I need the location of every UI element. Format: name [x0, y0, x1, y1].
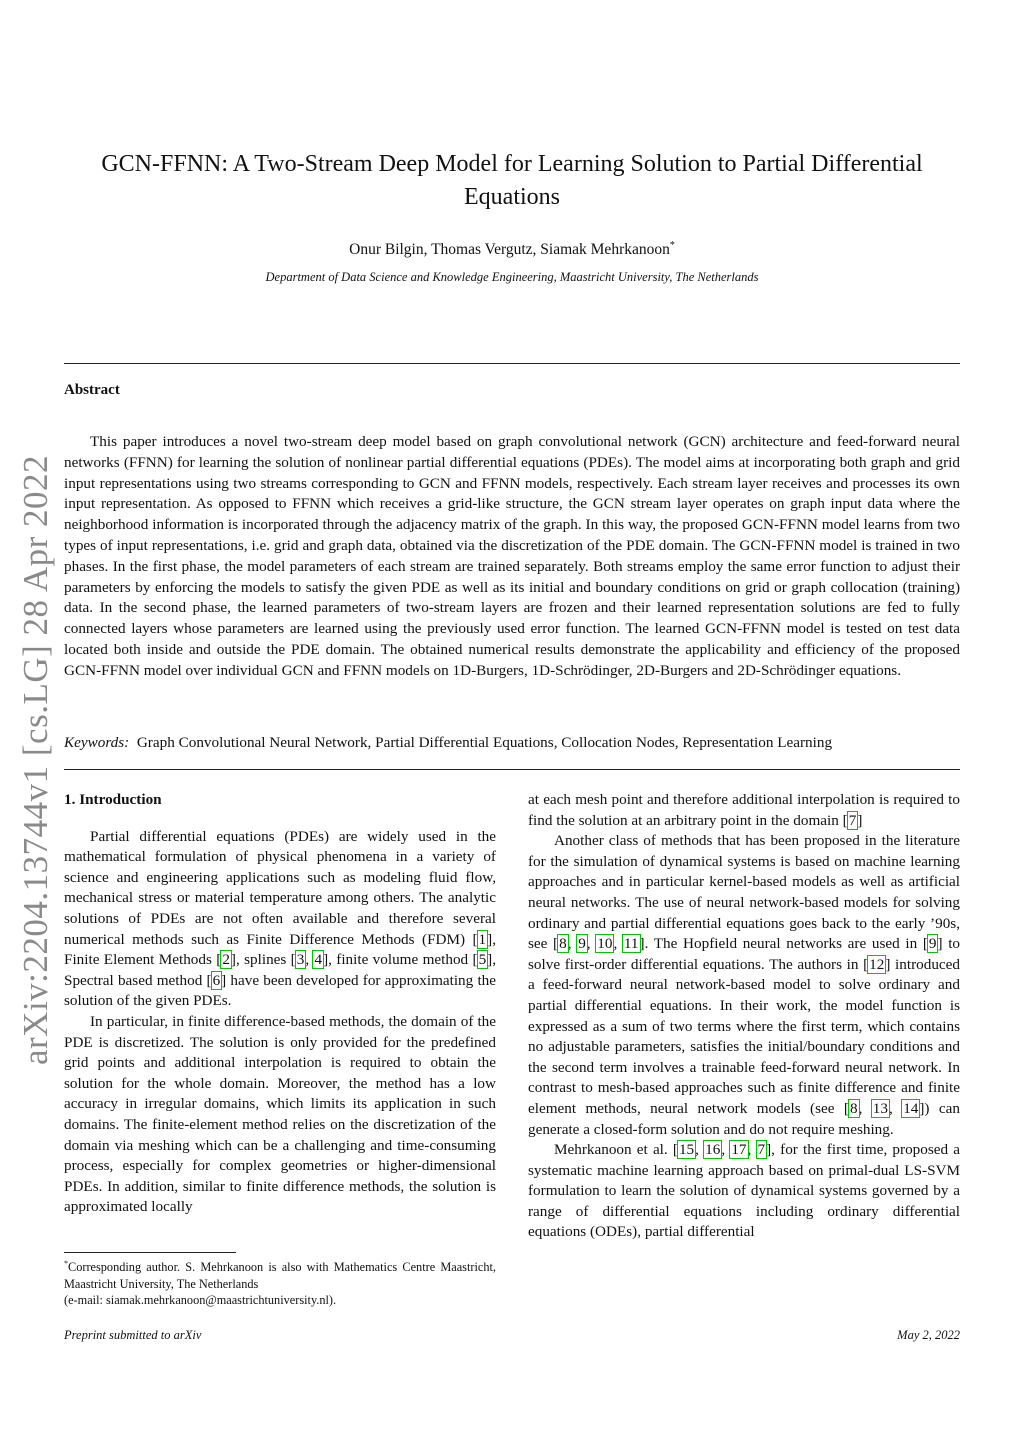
authors-text: Onur Bilgin, Thomas Vergutz, Siamak Mehrkanoon — [349, 241, 670, 259]
citation-link[interactable]: 10 — [597, 935, 613, 953]
intro-paragraph-2: In particular, in finite difference-based methods, the domain of the PDE is discretized. The solution is only provided for the predefined grid points and additional interpolation is required to obtain the solution for the whole domain. Moreover, the method has a low accuracy in irregular domains, which limits its application in such domains. The finite-element method relies on the discretization of the domain via meshing which can be a challenging and time-consuming process, especially for complex geometries or higher-dimensional PDEs. In addition, similar to finite difference methods, the solution is approximated locally — [64, 1012, 496, 1216]
footnote-mark: * — [64, 1259, 68, 1268]
bottom-rule — [64, 769, 960, 770]
intro-paragraph-3: at each mesh point and therefore additional interpolation is required to find the solution at an arbitrary point in the domain [7] — [528, 791, 960, 829]
citation-link[interactable]: 8 — [849, 1099, 858, 1117]
intro-paragraph-1: Partial differential equations (PDEs) are widely used in the mathematical formulation of physical phenomena in a variety of science and engineering applications such as modeling fluid flow, mechanical stress or material temperature among others. The analytic solutions of PDEs are not often available and therefore several numerical methods such as Finite Difference Methods (FDM) [1], Finite Element Methods [2], splines [3, 4], finite volume method [5], Spectral based method [6] have been developed for approximating the solution of the given PDEs. — [64, 827, 497, 1010]
citation-link[interactable]: 12 — [869, 955, 885, 973]
citation-link[interactable]: 9 — [928, 935, 937, 953]
citation-link[interactable]: 1 — [478, 930, 487, 948]
citation-link[interactable]: 16 — [705, 1141, 721, 1159]
citation-link[interactable]: 14 — [903, 1099, 919, 1117]
footnote-rule — [64, 1252, 236, 1253]
title-line-2: Equations — [464, 184, 560, 210]
citation-link[interactable]: 13 — [872, 1099, 888, 1117]
footnote-text: Corresponding author. S. Mehrkanoon is also with Mathematics Centre Maastricht, Maastricht University, The Netherlands — [64, 1260, 496, 1291]
citation-link[interactable]: 5 — [478, 951, 487, 969]
arxiv-identifier: arXiv:2204.13744v1 [cs.LG] 28 Apr 2022 — [16, 454, 56, 1066]
citation-link[interactable]: 11 — [623, 935, 639, 953]
citation-link[interactable]: 8 — [559, 935, 567, 953]
citation-link[interactable]: 7 — [757, 1141, 766, 1159]
arxiv-sidebar — [10, 440, 62, 1080]
intro-paragraph-4: Another class of methods that has been proposed in the literature for the simulation of dynamical systems is based on machine learning approaches and in particular kernel-based models as well as artificial neural networks. The use of neural network-based models for solving ordinary and partial differential equations goes back to the early ’90s, see [8, 9, 10, 11]. The Hopfield neural networks are used in [9] to solve first-order differential equations. The authors in [12] introduced a feed-forward neural network-based model to solve ordinary and partial differential equations. In their work, the model function is expressed as a sum of two terms where the first term, which contains no adjustable parameters, satisfies the initial/boundary conditions and the second term involves a trainable feed-forward neural network. In contrast to mesh-based approaches such as finite difference and finite element methods, neural network models (see [8, 13, 14]) can generate a closed-form solution and do not require meshing. — [528, 832, 961, 1138]
citation-link[interactable]: 17 — [731, 1141, 747, 1159]
keywords — [64, 733, 960, 754]
affiliation: Department of Data Science and Knowledge Engineering, Maastricht University, The Netherlands — [265, 270, 759, 284]
corresponding-mark: * — [669, 240, 675, 251]
footnote-email: (e-mail: siamak.mehrkanoon@maastrichtuniversity.nl). — [64, 1293, 337, 1308]
keywords-text: Graph Convolutional Neural Network, Partial Differential Equations, Collocation Nodes, Representation Learning — [136, 734, 833, 751]
citation-link[interactable]: 7 — [848, 811, 857, 829]
citation-link[interactable]: 9 — [578, 935, 586, 953]
keywords-label: Keywords: — [64, 734, 130, 751]
citation-link[interactable]: 15 — [678, 1141, 695, 1159]
right-column — [528, 790, 960, 1243]
citation-link[interactable]: 3 — [296, 951, 305, 969]
intro-paragraph-5: Mehrkanoon et al. [15, 16, 17, 7], for the first time, proposed a systematic machine learning approach based on primal-dual LS-SVM formulation to learn the solution of dynamical systems governed by a range of differential equations including ordinary differential equations (ODEs), partial differential — [528, 1141, 961, 1241]
title-line-1: GCN-FFNN: A Two-Stream Deep Model for Learning Solution to Partial Differential — [101, 151, 923, 177]
left-column — [64, 790, 496, 1218]
abstract-text: This paper introduces a novel two-stream deep model based on graph convolutional network (GCN) architecture and feed-forward neural networks (FFNN) for learning the solution of nonlinear partial differential equations (PDEs). The model aims at incorporating both graph and grid input representations using two streams corresponding to GCN and FFNN models, respectively. Each stream layer receives and processes its own input representation. As opposed to FFNN which receives a grid-like structure, the GCN stream layer operates on graph input data where the neighborhood information is incorporated through the adjacency matrix of the graph. In this way, the proposed GCN-FFNN model learns from two types of input representations, i.e. grid and graph data, obtained via the discretization of the PDE domain. The GCN-FFNN model is trained in two phases. In the first phase, the model parameters of each stream are trained separately. Both streams employ the same error function to adjust their parameters by enforcing the models to satisfy the given PDE as well as its initial and boundary conditions on grid or graph collocation (training) data. In the second phase, the learned parameters of two-stream layers are frozen and their learned representation solutions are fed to fully connected layers whose parameters are learned using the previously used error function. The learned GCN-FFNN model is tested on test data located both inside and outside the PDE domain. The obtained numerical results demonstrate the applicability and efficiency of the proposed GCN-FFNN model over individual GCN and FFNN models on 1D-Burgers, 1D-Schrödinger, 2D-Burgers and 2D-Schrödinger equations. — [64, 433, 960, 679]
citation-link[interactable]: 2 — [222, 951, 230, 969]
author-list — [64, 240, 960, 259]
abstract-heading: Abstract — [64, 382, 120, 398]
citation-link[interactable]: 6 — [212, 971, 221, 989]
footnote — [64, 1256, 496, 1309]
citation-link[interactable]: 4 — [314, 951, 323, 969]
top-rule — [64, 363, 960, 364]
footer-preprint: Preprint submitted to arXiv — [64, 1328, 202, 1342]
section-heading: 1. Introduction — [64, 791, 162, 808]
footer-date: May 2, 2022 — [897, 1328, 960, 1342]
paper-title — [64, 148, 960, 214]
